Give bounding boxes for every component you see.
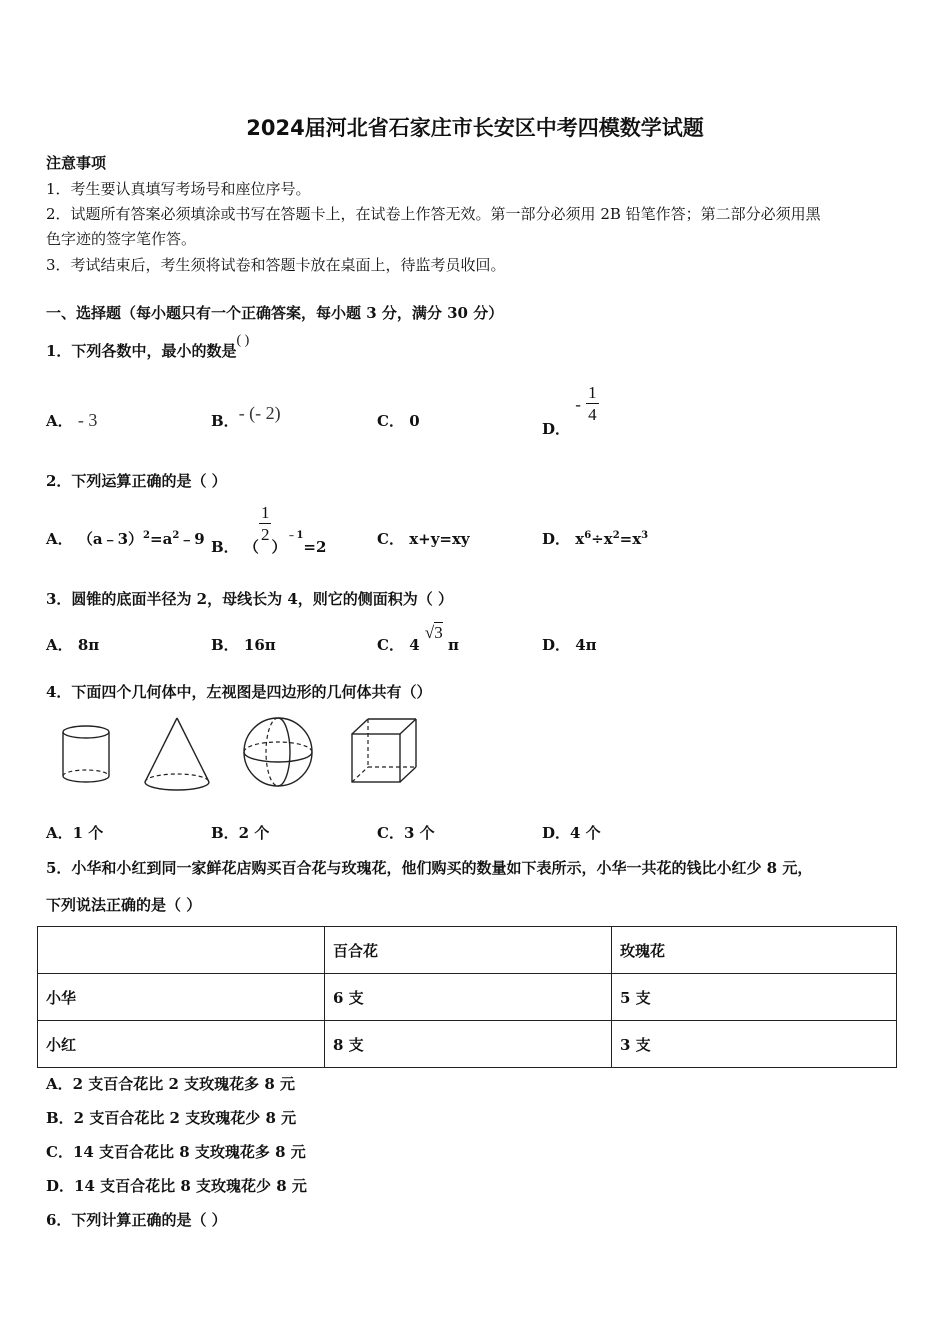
- table-header-cell: 百合花: [325, 927, 612, 974]
- question-2-stem: 2．下列运算正确的是（ ）: [46, 472, 227, 490]
- question-1-paren: ( ): [236, 333, 250, 348]
- q5-option-c: C．14 支百合花比 8 支玫瑰花多 8 元: [46, 1143, 306, 1161]
- question-4-stem: 4．下面四个几何体中，左视图是四边形的几何体共有（）: [46, 683, 432, 701]
- table-header-row: [38, 927, 897, 974]
- q2-option-c: C． x+y=xy: [377, 530, 470, 548]
- question-5-stem: 5．小华和小红到同一家鲜花店购买百合花与玫瑰花，他们购买的数量如下表所示，小华一共花的钱比小红少 8 元，: [46, 859, 813, 877]
- q1-option-c: C． 0: [377, 412, 420, 430]
- q4-option-b: B．2 个: [211, 824, 270, 842]
- q4-option-a: A．1 个: [46, 824, 104, 842]
- table-cell: 小华: [38, 974, 325, 1021]
- q1-option-d: D． - $\frac{1}{4}$: [542, 383, 597, 438]
- cylinder-figure: [56, 712, 116, 792]
- table-cell: 3 支: [612, 1021, 897, 1068]
- q4-option-c: C．3 个: [377, 824, 435, 842]
- question-1-stem: [46, 333, 250, 361]
- q1-d-fraction: $\frac{1}{4}$: [588, 383, 597, 424]
- table-row: [38, 974, 897, 1021]
- notice-heading: 注意事项: [46, 154, 107, 172]
- table-cell: 小红: [38, 1021, 325, 1068]
- q3-option-a: A． 8π: [46, 636, 100, 654]
- q2-b-fraction: $\frac{1}{2}$: [260, 503, 270, 544]
- notice-item-1: 1．考生要认真填写考场号和座位序号。: [46, 180, 311, 198]
- table-header-cell: 玫瑰花: [612, 927, 897, 974]
- q3-option-d: D． 4π: [542, 636, 597, 654]
- sqrt-sign-icon: √3: [424, 623, 443, 642]
- table-cell: 5 支: [612, 974, 897, 1021]
- question-1-text: 1．下列各数中，最小的数是: [46, 342, 237, 360]
- q3-option-c: C． 4 √3 π: [377, 623, 459, 654]
- table-header-cell: [38, 927, 325, 974]
- notice-item-2-cont: 色字迹的签字笔作答。: [46, 230, 197, 248]
- question-6-stem: 6．下列计算正确的是（ ）: [46, 1211, 227, 1229]
- sphere-figure: [240, 712, 320, 792]
- cone-figure: [140, 712, 215, 798]
- q2-option-d: D． $x^6\div x^2=x^3$: [542, 530, 649, 548]
- notice-item-2: 2．试题所有答案必须填涂或书写在答题卡上，在试卷上作答无效。第一部分必须用 2B 铅笔作答；第二部分必须用黑: [46, 205, 821, 223]
- question-3-stem: 3．圆锥的底面半径为 2，母线长为 4，则它的侧面积为（ ）: [46, 590, 453, 608]
- table-row: [38, 1021, 897, 1068]
- section-heading: 一、选择题（每小题只有一个正确答案，每小题 3 分，满分 30 分）: [46, 304, 504, 322]
- purchase-table: [37, 926, 897, 1068]
- q2-option-a: A． $(a﹣3)^2=a^2﹣9$: [46, 530, 205, 548]
- question-5-stem-cont: 下列说法正确的是（ ）: [46, 896, 202, 914]
- q5-option-d: D．14 支百合花比 8 支玫瑰花少 8 元: [46, 1177, 307, 1195]
- q3-option-b: B． 16π: [211, 636, 276, 654]
- table-cell: 8 支: [325, 1021, 612, 1068]
- table-cell: 6 支: [325, 974, 612, 1021]
- q2-option-b: B． （ $\frac{1}{2}$ ）$^{﹣1}$=2: [211, 503, 327, 556]
- page-title: 2024届河北省石家庄市长安区中考四模数学试题: [246, 116, 704, 140]
- q1-option-b: B．- (- 2): [211, 403, 281, 430]
- q5-option-a: A．2 支百合花比 2 支玫瑰花多 8 元: [46, 1075, 296, 1093]
- notice-item-3: 3．考试结束后，考生须将试卷和答题卡放在桌面上，待监考员收回。: [46, 256, 506, 274]
- cube-figure: [348, 714, 423, 789]
- q4-option-d: D．4 个: [542, 824, 601, 842]
- q5-option-b: B．2 支百合花比 2 支玫瑰花少 8 元: [46, 1109, 297, 1127]
- q1-option-a: A． - 3: [46, 410, 98, 430]
